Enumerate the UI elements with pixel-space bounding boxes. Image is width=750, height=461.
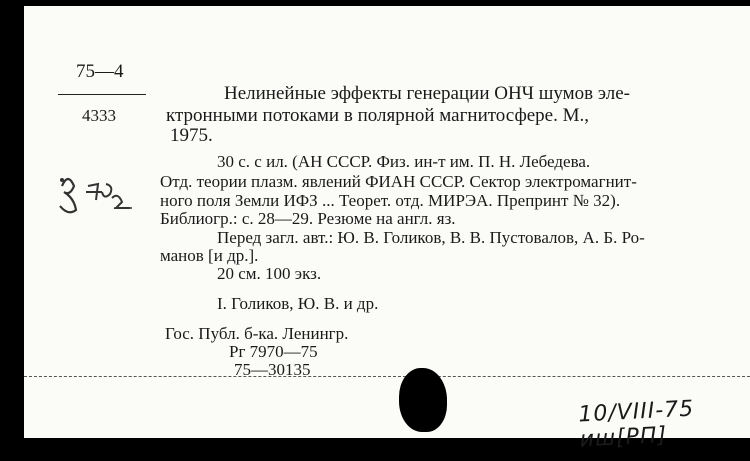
catalog-card: [24, 6, 750, 453]
added-entry: I. Голиков, Ю. В. и др.: [217, 294, 379, 313]
library-line-3: 75—30135: [234, 360, 311, 379]
library-stamp: [54, 168, 136, 225]
library-line-2: Рг 7970—75: [229, 342, 318, 361]
title-line-3: 1975.: [170, 125, 213, 146]
title-line-1: Нелинейные эффекты генерации ОНЧ шумов эле-: [224, 83, 630, 104]
library-line-1: Гос. Публ. б-ка. Ленингр.: [165, 324, 349, 343]
description-line-2: Отд. теории плазм. явлений ФИАН СССР. Сектор электромагнит-: [160, 172, 637, 191]
ink-blot: [399, 368, 447, 432]
description-line-4: Библиогр.: с. 28—29. Резюме на англ. яз.: [160, 209, 456, 228]
bottom-rule: [24, 376, 750, 377]
index-bottom: 4333: [82, 106, 116, 125]
index-top: 75—4: [76, 61, 124, 82]
description-line-1: 30 с. с ил. (АН СССР. Физ. ин-т им. П. Н. Лебедева.: [217, 152, 591, 171]
description-line-3: ного поля Земли ИФЗ ... Теорет. отд. МИРЭА. Препринт № 32).: [160, 191, 621, 210]
stamp-mark-icon: [54, 168, 136, 220]
title-line-2: ктронными потоками в полярной магнитосфере. М.,: [166, 105, 590, 126]
description-line-7: 20 см. 100 экз.: [217, 264, 322, 283]
description-line-5: Перед загл. авт.: Ю. В. Голиков, В. В. Пустовалов, А. Б. Ро-: [217, 228, 645, 247]
index-divider: [58, 94, 146, 95]
handwritten-note: 10/VIII-75 иш[РП]: [577, 396, 695, 453]
description-line-6: манов [и др.].: [160, 246, 259, 265]
